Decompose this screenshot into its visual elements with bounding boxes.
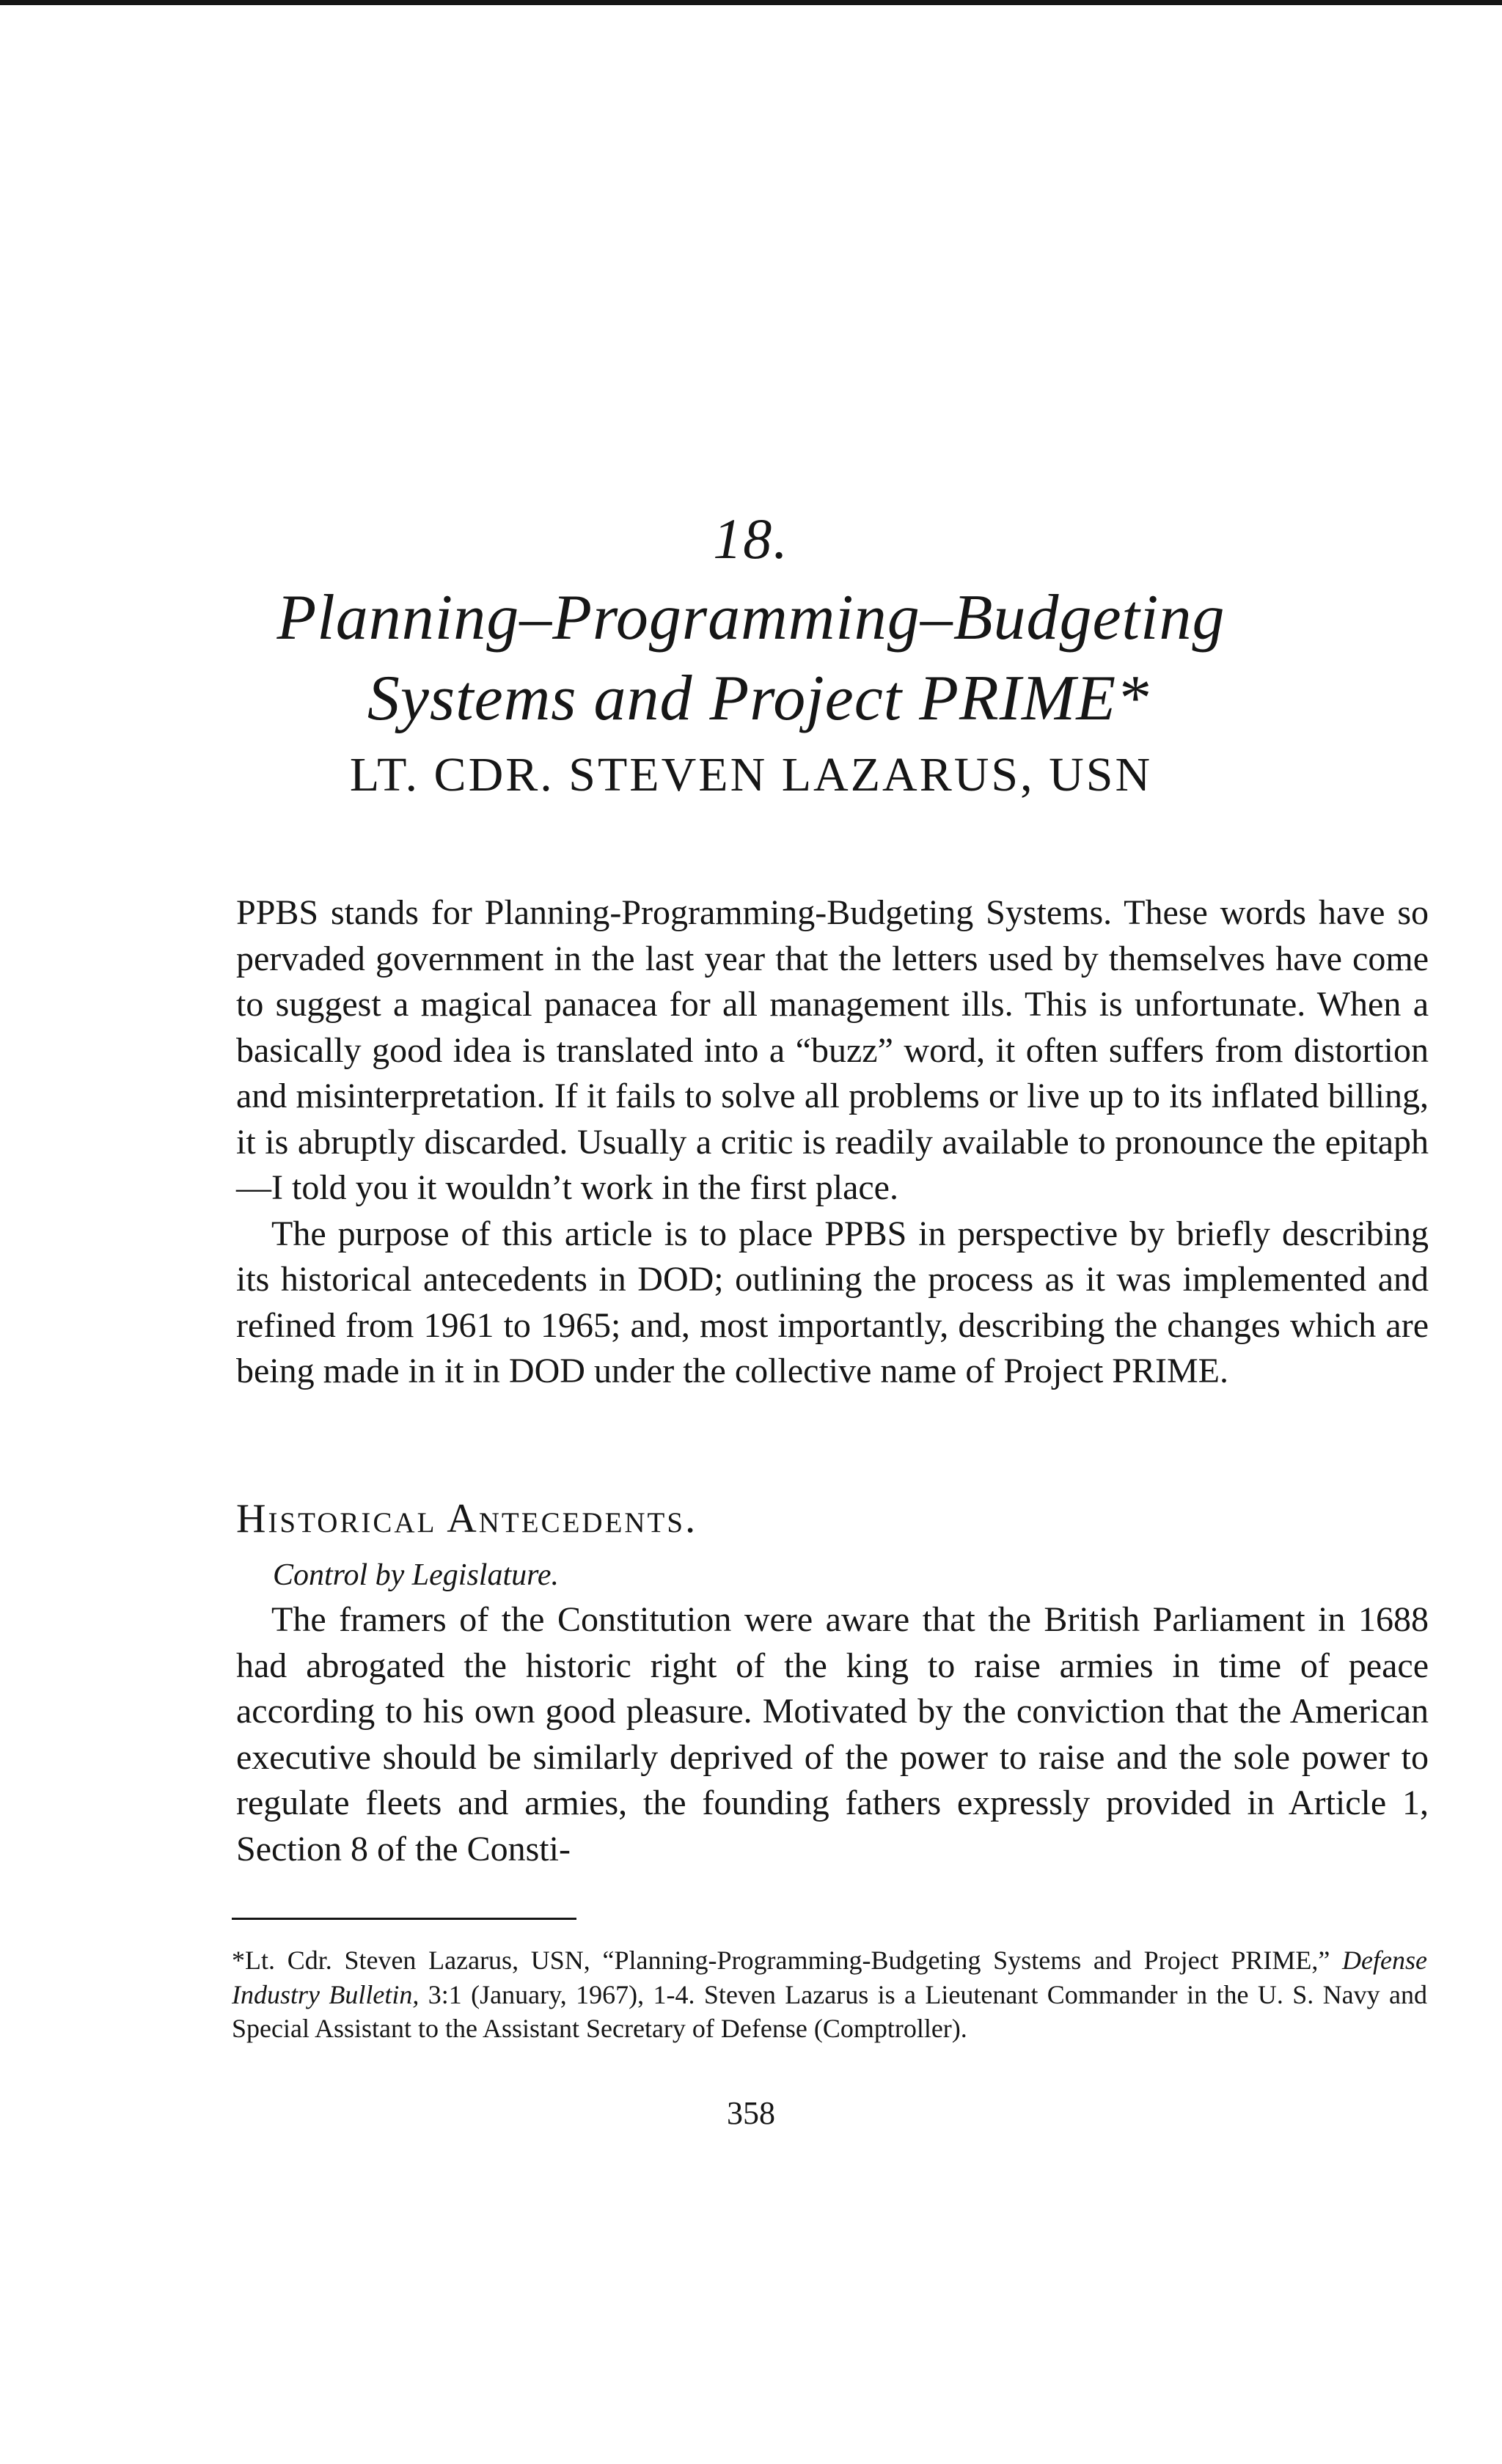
chapter-title: [0, 578, 1502, 739]
subsection-heading: Control by Legislature.: [273, 1558, 560, 1592]
chapter-title-line-2: Systems and Project PRIME*: [367, 663, 1150, 734]
top-border-rule: [0, 0, 1502, 5]
footnote-details: 3:1 (January, 1967), 1-4. Steven Lazarus is a Lieutenant Commander in the U. S. Navy and Special Assistant to the Assistant Secretary of Defense (Comptroller).: [232, 1979, 1427, 2043]
paragraph-3: The framers of the Constitution were aware that the British Parliament in 1688 had abrogated the historic right of the king to raise armies in time of peace according to his own good pleasure. Motivated by the conviction that the American executive should be similarly deprived of the power to raise and the sole power to regulate fleets and armies, the founding fathers expressly provided in Article 1, Section 8 of the Consti-: [236, 1600, 1429, 1869]
paragraph-2: The purpose of this article is to place PPBS in perspective by briefly describing its historical antecedents in DOD; outlining the process as it was implemented and refined from 1961 to 1965; and, most importantly, describing the changes which are being made in it in DOD under the collective name of Project PRIME.: [236, 1214, 1429, 1390]
footnote-citation: *Lt. Cdr. Steven Lazarus, USN, “Planning-Programming-Budgeting Systems and Project PRIME,”: [232, 1946, 1343, 1975]
chapter-number: 18.: [713, 507, 789, 571]
footnote-journal-title: Defense Industry Bulletin,: [232, 1946, 1427, 2009]
chapter-title-line-1: Planning–Programming–Budgeting: [276, 582, 1226, 653]
footnote-divider: [232, 1918, 576, 1920]
section-heading: Historical Antecedents.: [236, 1496, 698, 1541]
author-byline: LT. CDR. STEVEN LAZARUS, USN: [349, 748, 1153, 802]
article-intro: [236, 890, 1429, 1395]
paragraph-1: PPBS stands for Planning-Programming-Budgeting Systems. These words have so pervaded government in the last year that the letters used by themselves have come to suggest a magical panacea for all management ills. This is unfortunate. When a basically good idea is translated into a “buzz” word, it often suffers from distortion and misinterpretation. If it fails to solve all problems or live up to its inflated billing, it is abruptly discarded. Usually a critic is readily available to pronounce the epitaph—I told you it wouldn’t work in the first place.: [236, 893, 1429, 1207]
article-body: [236, 1597, 1429, 1872]
page-number: 358: [727, 2095, 775, 2131]
footnote: [232, 1943, 1427, 2046]
